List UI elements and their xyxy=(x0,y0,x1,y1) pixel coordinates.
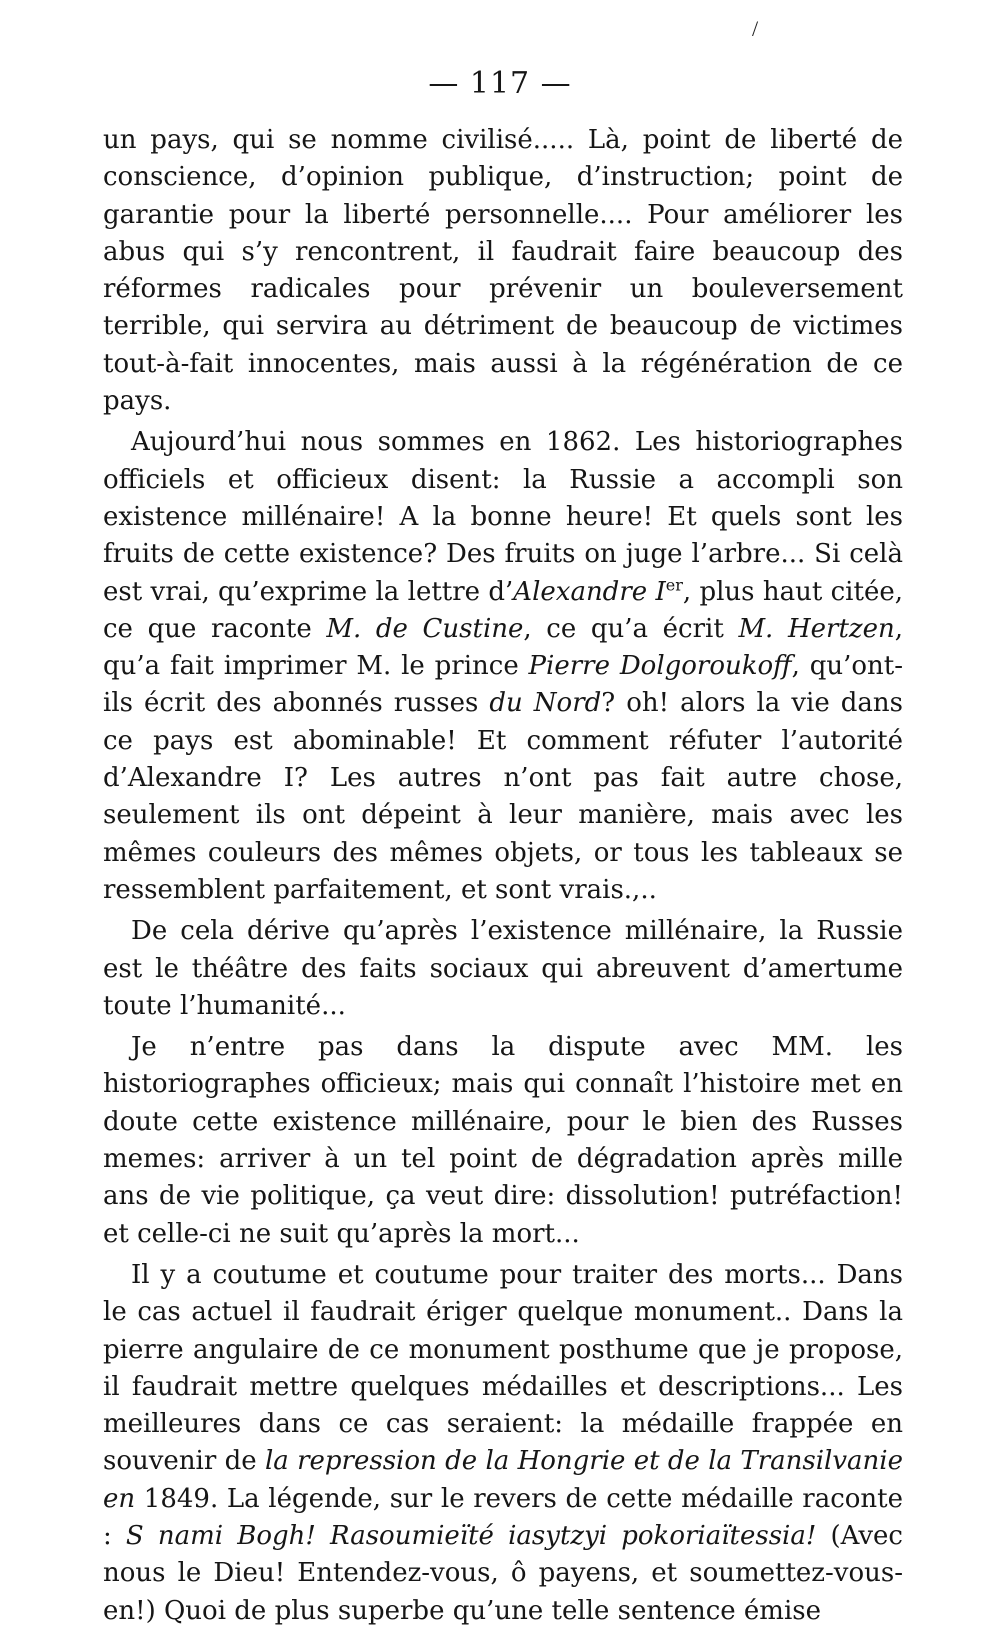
paragraph-p3 xyxy=(103,913,903,1025)
paragraph-p1 xyxy=(103,122,903,420)
text-span: , qu’ont-ils écrit des abonnés russes xyxy=(103,651,903,719)
italic-span: la repression de la Hongrie et de la Transilvanie en xyxy=(103,1446,903,1514)
text-span: , qu’a fait imprimer M. le prince xyxy=(103,613,903,682)
paragraph-p2 xyxy=(103,424,903,909)
italic-span: du Nord xyxy=(489,688,602,719)
italic-span: S nami Bogh! Rasoumieïté iasytzyi pokoriaïtessia! xyxy=(125,1520,817,1551)
text-span: , ce qu’a écrit xyxy=(523,613,739,644)
paragraph-p4 xyxy=(103,1029,903,1253)
italic-span: M. Hertzen xyxy=(738,613,895,644)
italic-span: Alexandre I xyxy=(513,576,666,607)
italic-span: Pierre Dolgoroukoff xyxy=(528,651,792,682)
text-span: Aujourd’hui nous sommes en 1862. Les historiographes officiels et officieux disent: la Russie a accompli son existence millénaire! A la bonne heure! Et quels sont les fruits de cette existence? Des fruits on juge l’arbre... Si celà est vrai, qu’exprime la lettre d’ xyxy=(103,427,903,607)
body-text xyxy=(103,122,903,1630)
text-span: un pays, qui se nomme civilisé..... Là, point de liberté de conscience, d’opinion publique, d’instruction; point de garantie pour la liberté personnelle.... Pour améliorer les abus qui s’y rencontrent, il faudrait faire beaucoup des réformes radicales pour prévenir un bouleversement terrible, qui servira au détriment de beaucoup de victimes tout-à-fait innocentes, mais aussi à la régénération de ce pays. xyxy=(103,125,903,417)
page-number: — 117 — xyxy=(428,66,572,101)
text-span: De cela dérive qu’après l’existence millénaire, la Russie est le théâtre des faits sociaux qui abreuvent d’amertume toute l’humanité... xyxy=(103,916,903,1021)
text-span: ? oh! alors la vie dans ce pays est abominable! Et comment réfuter l’autorité d’Alexandre I? Les autres n’ont pas fait autre chose, seulement ils ont dépeint à leur manière, mais avec les mêmes couleurs des mêmes objets, or tous les tableaux se ressemblent parfaitement, et sont vrais.,.. xyxy=(103,688,903,905)
corner-mark: / xyxy=(752,16,759,41)
text-span: 1849. La légende, sur le revers de cette médaille raconte : xyxy=(103,1483,903,1551)
text-span: Il y a coutume et coutume pour traiter des morts... Dans le cas actuel il faudrait ériger quelque monument.. Dans la pierre angulaire de ce monument posthume que je propose, il faudrait mettre quelques médailles et descriptions... Les meilleures dans ce cas seraient: la médaille frappée en souvenir de xyxy=(103,1259,903,1477)
paragraph-p5 xyxy=(103,1257,903,1630)
text-span: (Avec nous le Dieu! Entendez-vous, ô payens, et soumettez-vous-en!) Quoi de plus superbe qu’une telle sentence émise xyxy=(103,1520,903,1626)
text-span: er xyxy=(665,574,683,594)
italic-span: M. de Custine xyxy=(326,613,524,644)
text-span: , plus haut citée, ce que raconte xyxy=(103,576,903,644)
text-span: Je n’entre pas dans la dispute avec MM. les historiographes officieux; mais qui connaît l’histoire met en doute cette existence millénaire, pour le bien des Russes memes: arriver à un tel point de dégradation après mille ans de vie politique, ça veut dire: dissolution! putréfaction! et celle-ci ne suit qu’après la mort... xyxy=(103,1032,903,1249)
